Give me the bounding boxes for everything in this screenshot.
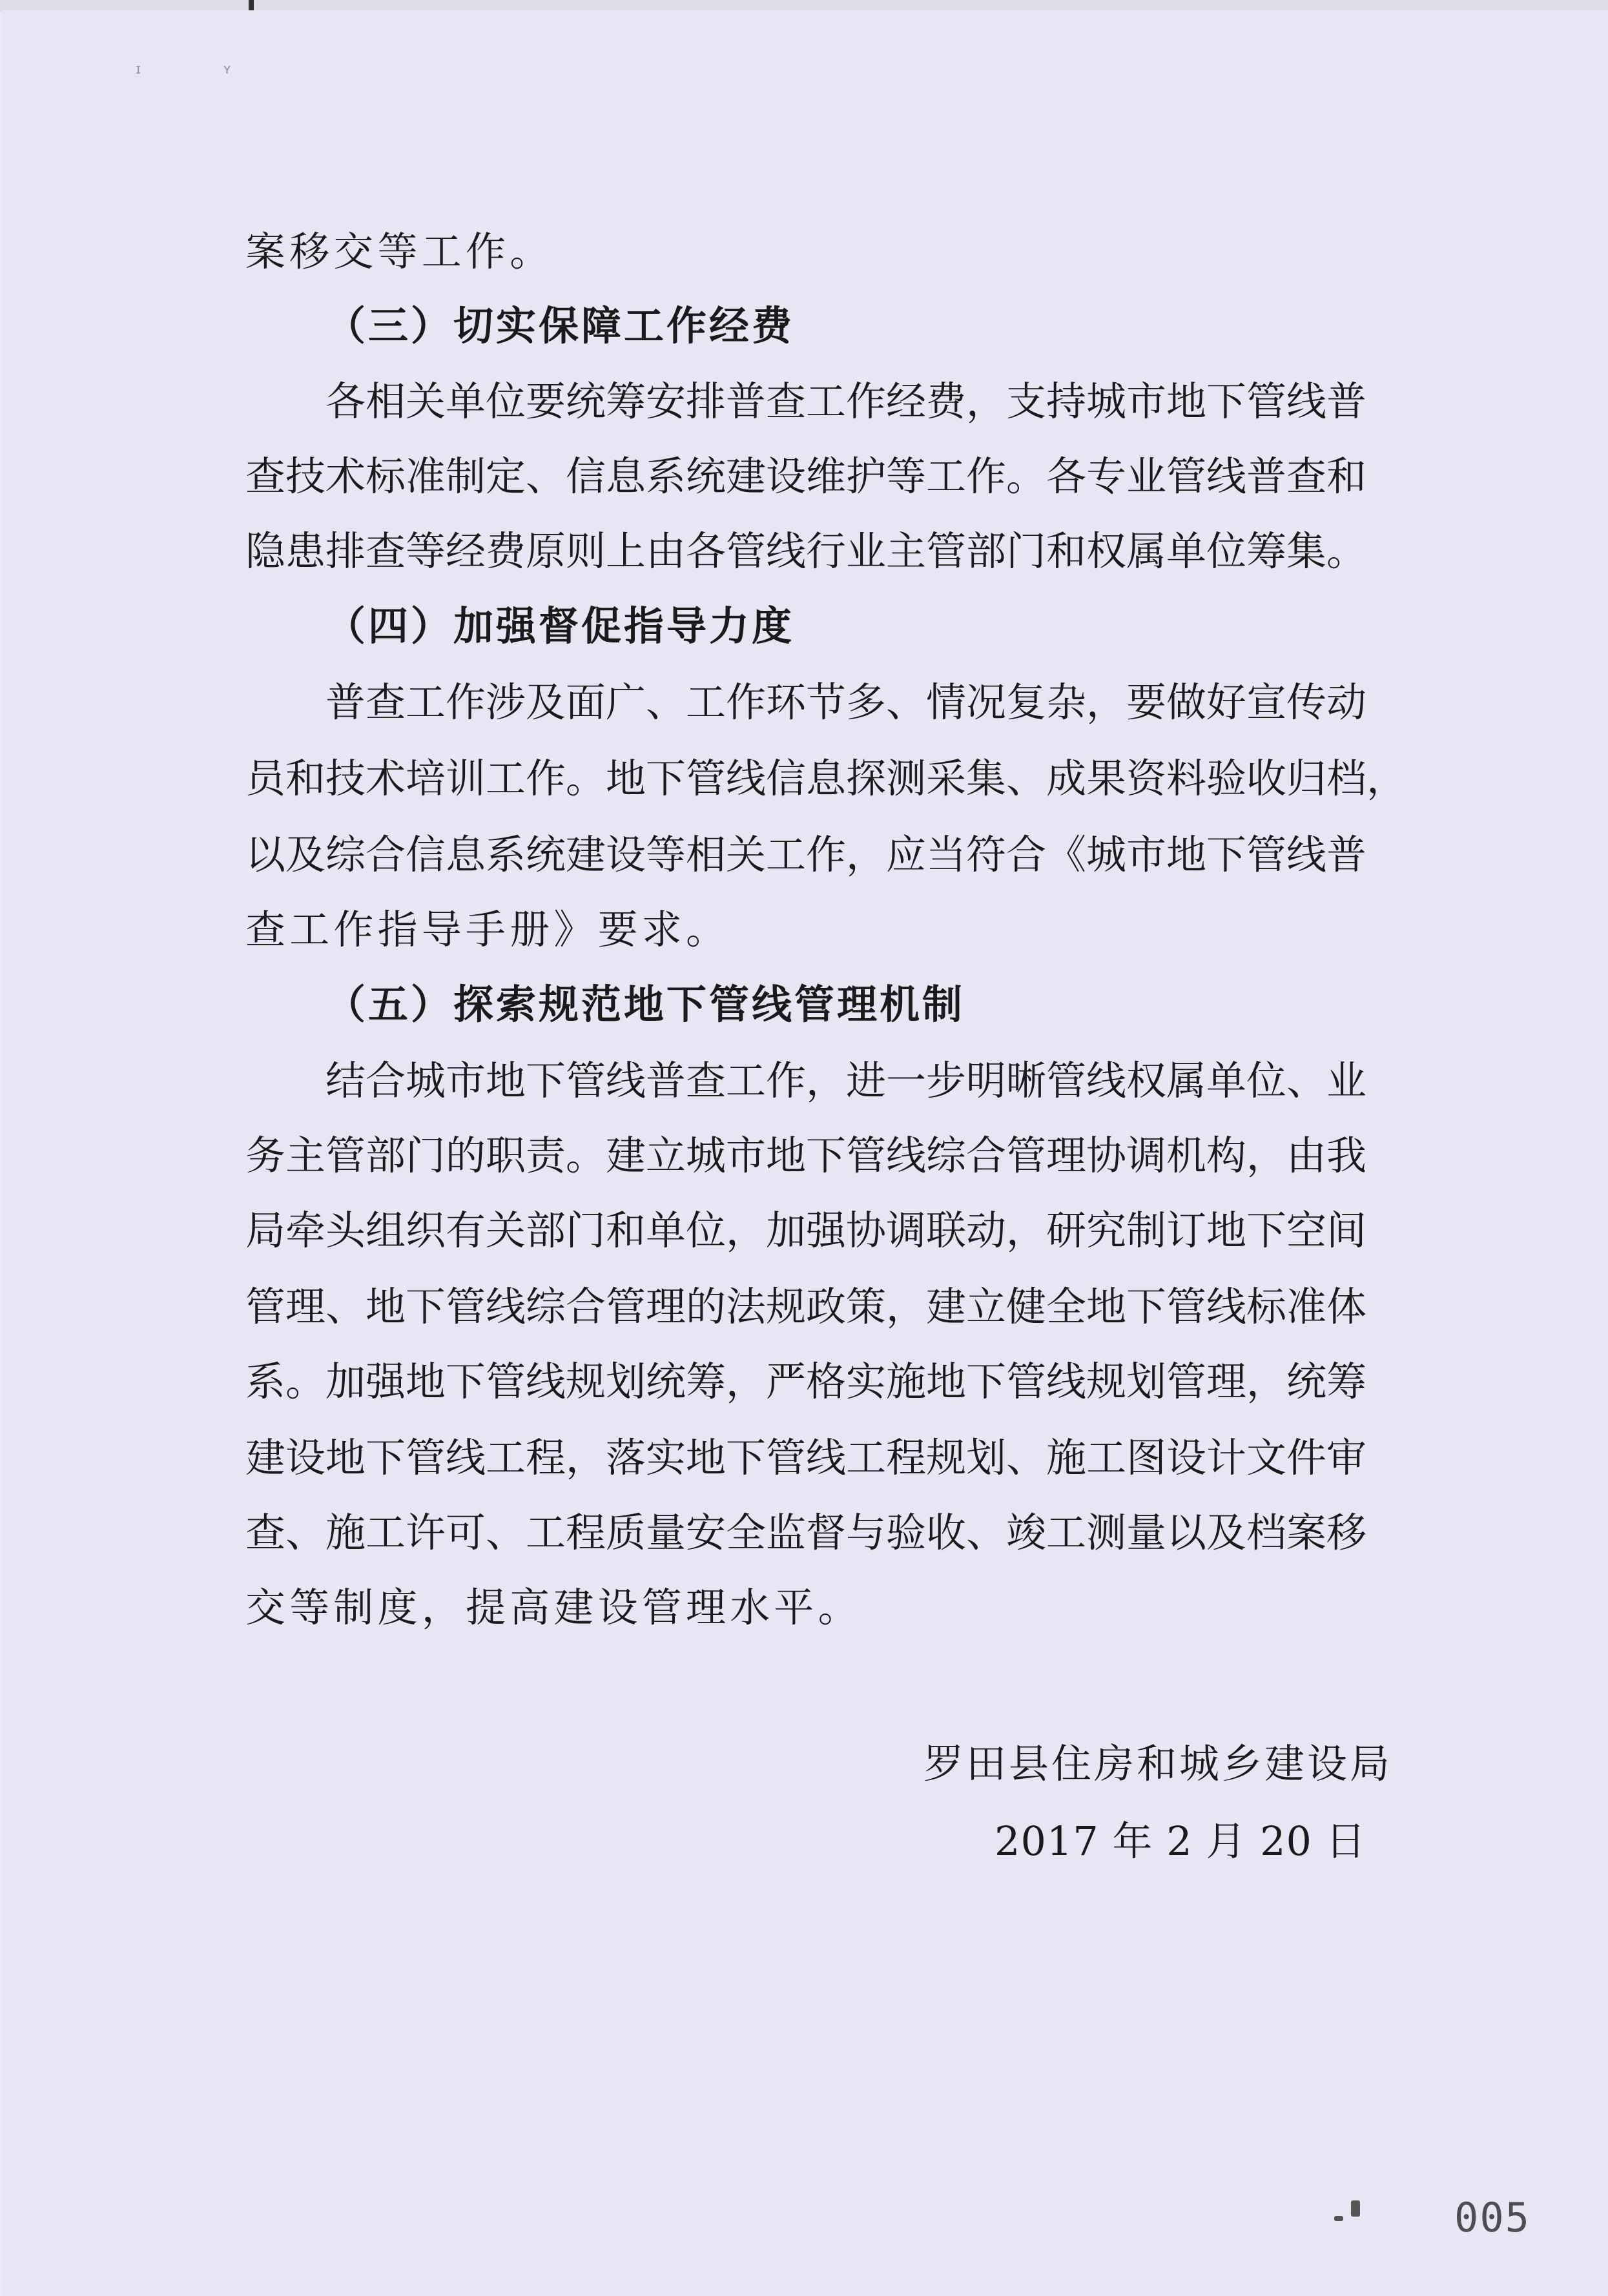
body-line: 务主管部门的职责。建立城市地下管线综合管理协调机构，由我 bbox=[245, 1132, 1367, 1179]
ink-smudge bbox=[1334, 2216, 1343, 2221]
body-line: 查技术标准制定、信息系统建设维护等工作。各专业管线普查和 bbox=[245, 453, 1367, 500]
section-heading-3: （三）切实保障工作经费 bbox=[325, 302, 795, 349]
body-line: 查、施工许可、工程质量安全监督与验收、竣工测量以及档案移 bbox=[245, 1509, 1367, 1556]
body-line: 查工作指导手册》要求。 bbox=[245, 906, 730, 953]
scan-artifact: ɪ bbox=[136, 61, 141, 77]
body-line: 建设地下管线工程，落实地下管线工程规划、施工图设计文件审 bbox=[245, 1434, 1367, 1481]
ink-smudge bbox=[1351, 2200, 1360, 2217]
body-line: 各相关单位要统筹安排普查工作经费，支持城市地下管线普 bbox=[325, 378, 1367, 425]
body-line: 隐患排查等经费原则上由各管线行业主管部门和权属单位筹集。 bbox=[245, 528, 1367, 575]
section-heading-5: （五）探索规范地下管线管理机制 bbox=[325, 981, 965, 1028]
signature-date: 2017 年 2 月 20 日 bbox=[995, 1818, 1366, 1865]
body-line: 普查工作涉及面广、工作环节多、情况复杂，要做好宣传动 bbox=[325, 679, 1367, 726]
body-line: 结合城市地下管线普查工作，进一步明晰管线权属单位、业 bbox=[325, 1057, 1367, 1104]
body-line: 员和技术培训工作。地下管线信息探测采集、成果资料验收归档， bbox=[245, 755, 1407, 802]
body-line: 案移交等工作。 bbox=[245, 228, 554, 275]
body-line: 以及综合信息系统建设等相关工作，应当符合《城市地下管线普 bbox=[245, 831, 1367, 878]
page-number: 005 bbox=[1454, 2194, 1531, 2241]
body-line: 局牵头组织有关部门和单位，加强协调联动，研究制订地下空间 bbox=[245, 1207, 1367, 1254]
body-line: 管理、地下管线综合管理的法规政策，建立健全地下管线标准体 bbox=[245, 1283, 1367, 1330]
signature-organization: 罗田县住房和城乡建设局 bbox=[923, 1740, 1393, 1787]
section-heading-4: （四）加强督促指导力度 bbox=[325, 602, 795, 650]
body-line: 系。加强地下管线规划统筹，严格实施地下管线规划管理，统筹 bbox=[245, 1358, 1367, 1405]
body-line: 交等制度，提高建设管理水平。 bbox=[245, 1584, 862, 1631]
scan-artifact: ʏ bbox=[223, 61, 232, 77]
